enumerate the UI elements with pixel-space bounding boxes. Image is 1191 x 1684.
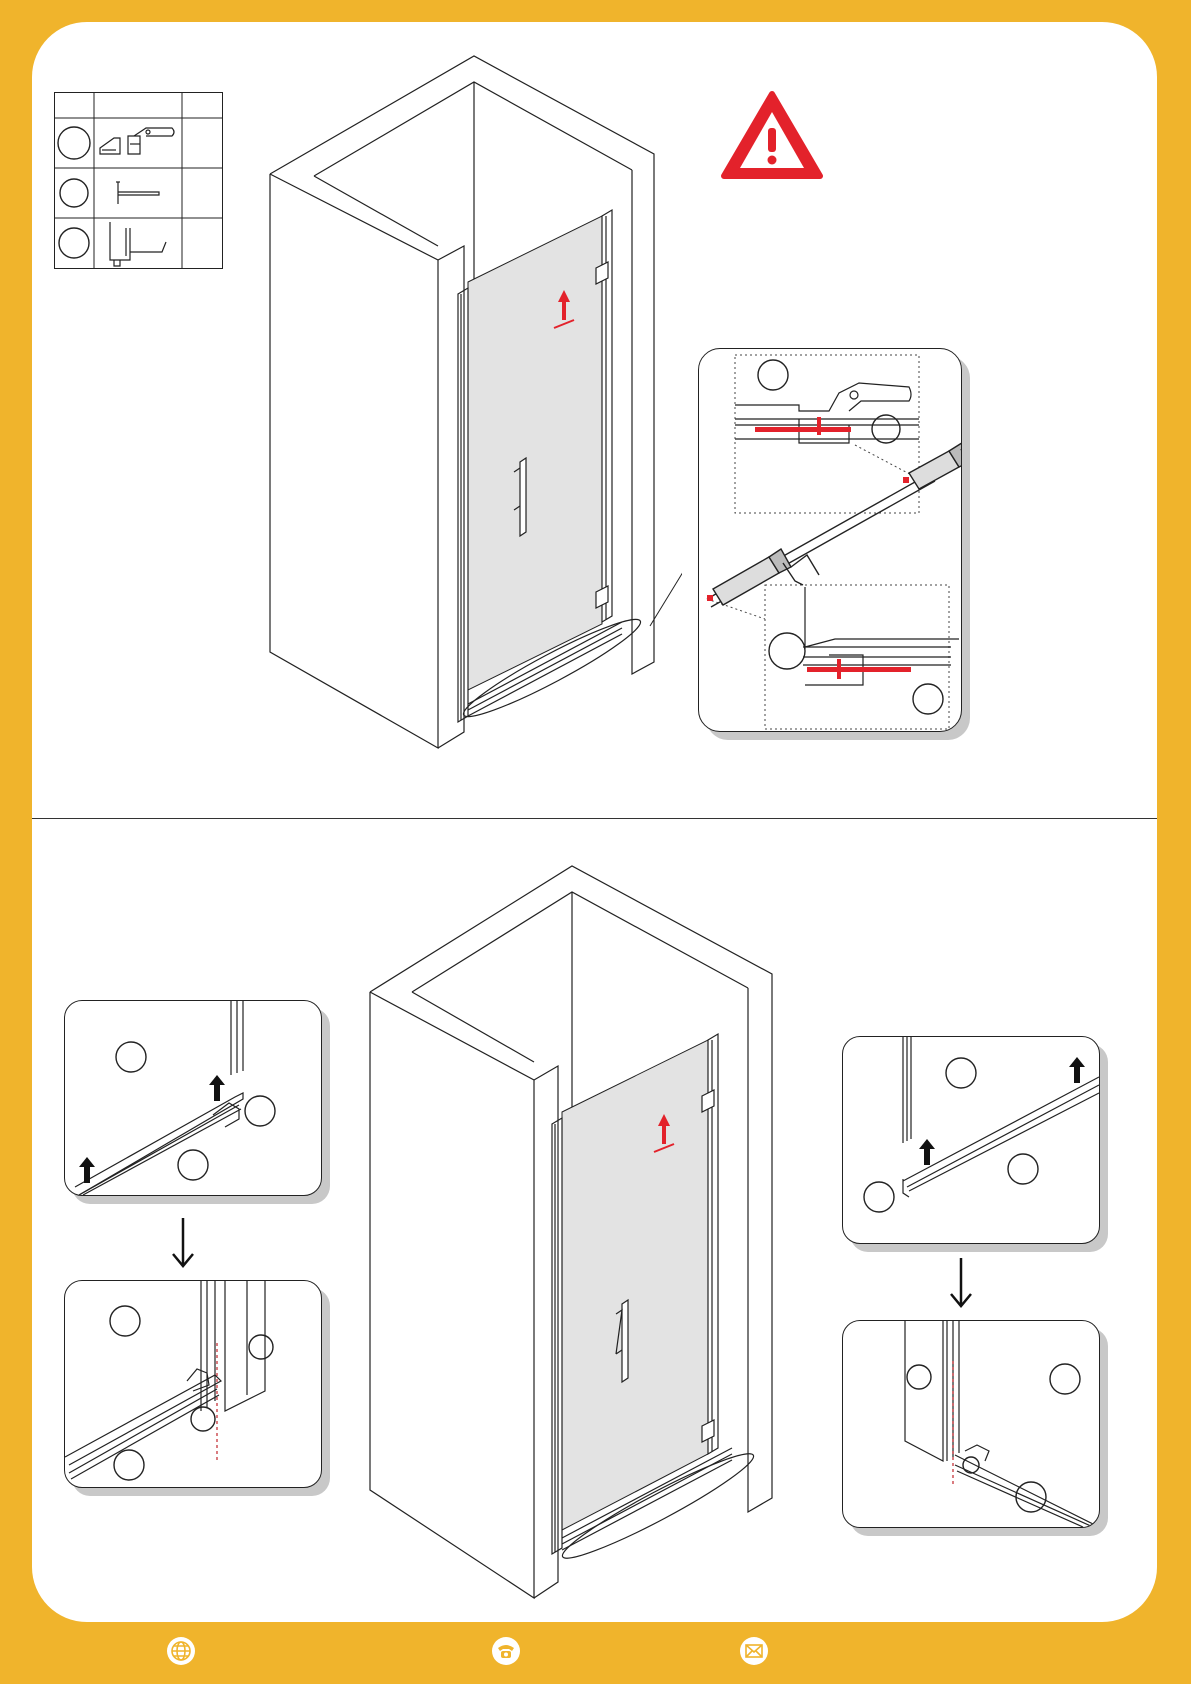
- section-divider: [32, 818, 1157, 819]
- parts-table: [54, 92, 234, 282]
- phone-icon[interactable]: [491, 1636, 521, 1666]
- callout-a: [116, 1042, 146, 1072]
- callout-j: [864, 1182, 894, 1212]
- callout-g: [114, 1450, 144, 1480]
- shower-enclosure-drawing-top: [262, 32, 682, 772]
- hinge-and-clip-icon: [100, 128, 174, 154]
- instruction-sheet: [32, 22, 1157, 1622]
- glass-door: [468, 216, 602, 690]
- callout-i: [1008, 1154, 1038, 1184]
- callout-l: [1050, 1364, 1080, 1394]
- warning-triangle-icon: [720, 90, 824, 182]
- globe-icon[interactable]: [166, 1636, 196, 1666]
- callout-e: [249, 1335, 273, 1359]
- detail-panel-right-bottom: [842, 1320, 1100, 1528]
- part-callout-1: [58, 127, 90, 159]
- up-arrow-icon-right: [919, 1057, 1085, 1165]
- shower-enclosure-drawing-bottom: [362, 842, 792, 1622]
- callout-f: [191, 1407, 215, 1431]
- callout-b: [245, 1096, 275, 1126]
- detail-callout-1: [758, 360, 788, 390]
- caulking-gun-icon: [707, 427, 961, 607]
- callout-h: [946, 1058, 976, 1088]
- t-profile-icon: [116, 182, 159, 204]
- callout-c: [178, 1150, 208, 1180]
- callout-n: [1016, 1482, 1046, 1512]
- callout-d: [110, 1306, 140, 1336]
- detail-callout-3: [769, 633, 805, 669]
- detail-panel-left-bottom: [64, 1280, 322, 1488]
- glass-door-bottom: [562, 1040, 708, 1530]
- detail-panel-right-top: [842, 1036, 1100, 1244]
- detail-callout-4: [913, 684, 943, 714]
- down-arrow-icon-right: [946, 1258, 976, 1310]
- part-callout-3: [59, 228, 89, 258]
- part-callout-2: [60, 179, 88, 207]
- callout-k: [907, 1365, 931, 1389]
- envelope-icon[interactable]: [739, 1636, 769, 1666]
- silicone-detail-panel: [698, 348, 962, 732]
- bottom-channel-profile-icon: [110, 222, 166, 266]
- footer: [0, 1622, 1191, 1684]
- down-arrow-icon-left: [168, 1218, 198, 1270]
- callout-m: [963, 1457, 979, 1473]
- detail-panel-left-top: [64, 1000, 322, 1196]
